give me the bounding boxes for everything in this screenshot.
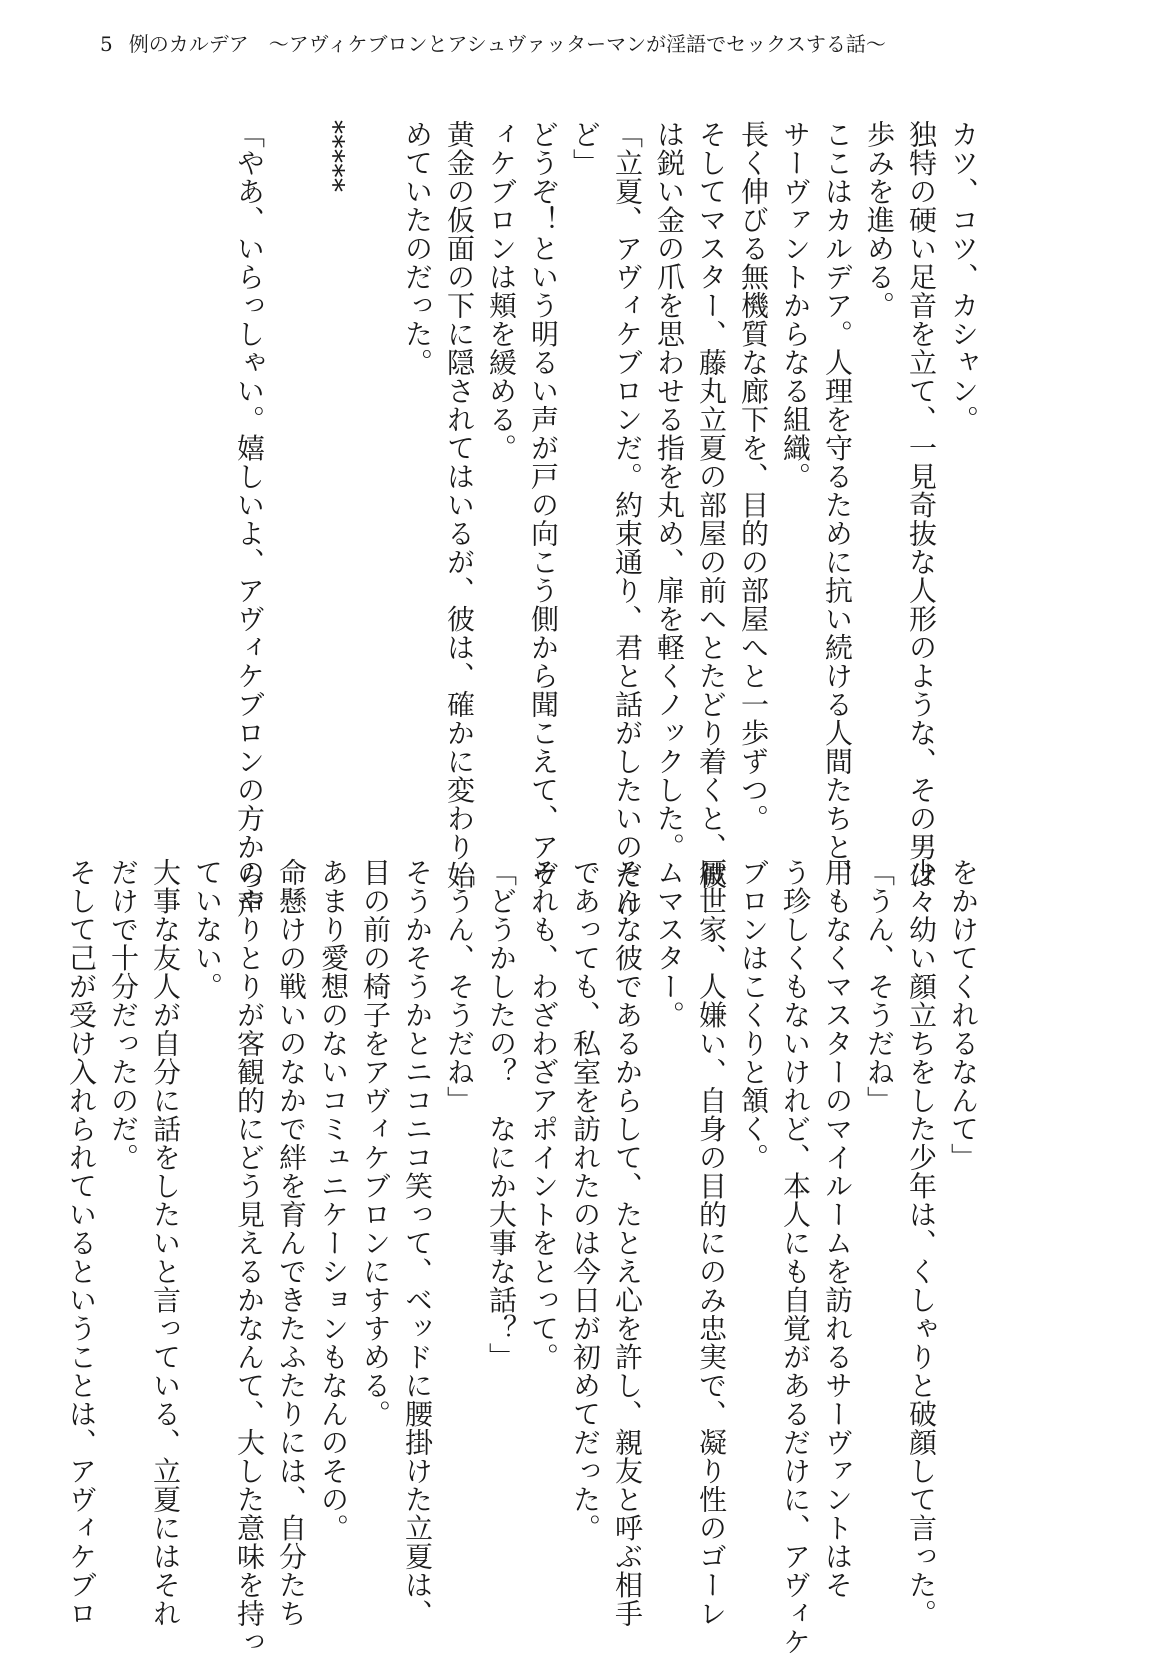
- text-line: そうかそうかとニコニコ笑って、ベッドに腰掛けた立夏は、: [401, 858, 434, 1628]
- page-header: [100, 26, 886, 62]
- text-line: ムマスター。: [653, 858, 686, 1029]
- text-line: 厭世家、人嫌い、自身の目的にのみ忠実で、凝り性のゴーレ: [695, 858, 728, 1628]
- blank-line: [270, 120, 312, 785]
- text-line: 命懸けの戦いのなかで絆を育んできたふたりには、自分たち: [275, 858, 308, 1628]
- text-line: そしてマスター、藤丸立夏の部屋の前へとたどり着くと、彼: [695, 120, 728, 890]
- text-line: 「どうかしたの？ なにか大事な話？」: [485, 858, 518, 1371]
- text-line: カツ、コツ、カシャン。: [947, 120, 980, 434]
- text-line: 「うん、そうだね」: [863, 858, 896, 1115]
- vertical-text-block-top: [228, 120, 984, 918]
- text-line: ィケブロンは頬を緩める。: [485, 120, 518, 462]
- text-line: 歩みを進める。: [863, 120, 896, 320]
- blank-line: [354, 120, 396, 785]
- text-line: そして己が受け入れられているということは、アヴィケブロ: [65, 858, 98, 1628]
- text-line: ここはカルデア。人理を守るために抗い続ける人間たちと、: [821, 120, 854, 890]
- text-line: ブロンはこくりと頷く。: [737, 858, 770, 1172]
- text-line: そんな彼であるからして、たとえ心を許し、親友と呼ぶ相手: [611, 858, 644, 1628]
- text-line: 大事な友人が自分に話をしたいと言っている、立夏にはそれ: [149, 858, 182, 1628]
- section-break: *****: [317, 120, 350, 193]
- text-line: ていない。: [191, 858, 224, 1001]
- text-line: う珍しくもないけれど、本人にも自覚があるだけに、アヴィケ: [779, 858, 812, 1656]
- text-line: めていたのだった。: [401, 120, 434, 377]
- text-line: どうぞ！という明るい声が戸の向こう側から聞こえて、アヴ: [527, 120, 560, 890]
- text-line: のやりとりが客観的にどう見えるかなんて、大した意味を持っ: [233, 858, 266, 1656]
- text-line: 少々幼い顔立ちをした少年は、くしゃりと破顔して言った。: [905, 858, 938, 1628]
- text-line: 目の前の椅子をアヴィケブロンにすすめる。: [359, 858, 392, 1428]
- page-title: 例のカルデア 〜アヴィケブロンとアシュヴァッターマンが淫語でセックスする話〜: [128, 32, 886, 56]
- text-line: 黄金の仮面の下に隠されてはいるが、彼は、確かに変わり始: [443, 120, 476, 890]
- text-line: 「立夏、アヴィケブロンだ。約束通り、君と話がしたいのだけ: [611, 120, 644, 918]
- text-line: 独特の硬い足音を立て、一見奇抜な人形のような、その男は: [905, 120, 938, 890]
- text-line: 用もなくマスターのマイルームを訪れるサーヴァントはそ: [821, 858, 854, 1599]
- text-line: 「うん、そうだね」: [443, 858, 476, 1115]
- text-line: それも、わざわざアポイントをとって。: [527, 858, 560, 1371]
- text-line: 「やあ、いらっしゃい。嬉しいよ、アヴィケブロンの方から声: [233, 120, 266, 918]
- text-line: であっても、私室を訪れたのは今日が初めてだった。: [569, 858, 602, 1542]
- text-line: だけで十分だったのだ。: [107, 858, 140, 1172]
- text-line: は鋭い金の爪を思わせる指を丸め、扉を軽くノックした。: [653, 120, 686, 861]
- text-line: をかけてくれるなんて」: [947, 858, 980, 1172]
- text-line: 長く伸びる無機質な廊下を、目的の部屋へと一歩ずつ。: [737, 120, 770, 833]
- vertical-text-block-bottom: [60, 858, 984, 1656]
- text-line: サーヴァントからなる組織。: [779, 120, 812, 491]
- text-line: ど」: [569, 120, 602, 177]
- text-line: あまり愛想のないコミュニケーションもなんのその。: [317, 858, 350, 1542]
- page-number: 5: [100, 32, 113, 56]
